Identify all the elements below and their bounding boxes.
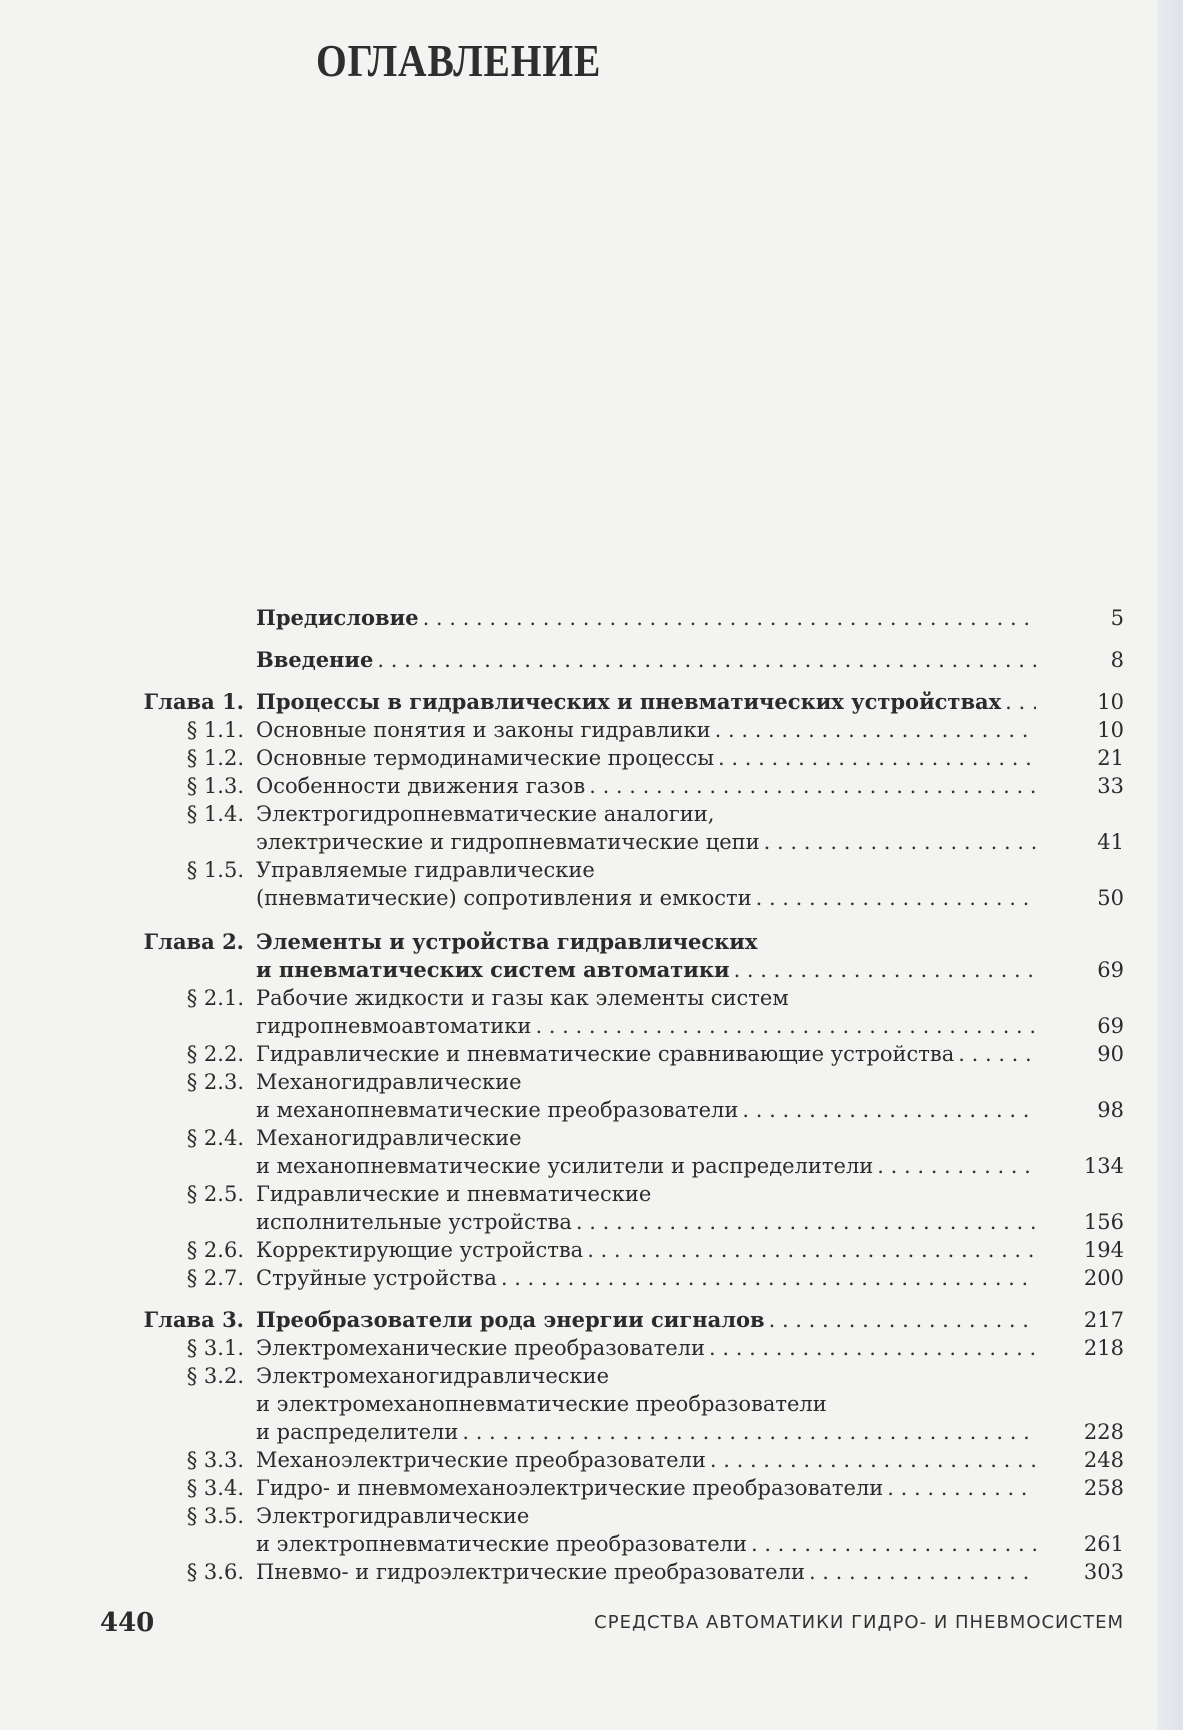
dot-leader [958, 1040, 1036, 1068]
toc-entry-label: Глава 1. [143, 689, 244, 714]
footer-running-title: СРЕДСТВА АВТОМАТИКИ ГИДРО- И ПНЕВМОСИСТЕМ [594, 1612, 1124, 1633]
toc-entry-page: 248 [1083, 1448, 1124, 1472]
dot-leader [751, 1530, 1036, 1558]
toc-entry-title: Электромеханогидравлические [256, 1364, 610, 1388]
toc-entry-title: электрические и гидропневматические цепи [256, 830, 760, 854]
toc-entry-label: § 2.5. [186, 1182, 244, 1206]
toc-entry-label: § 1.4. [186, 802, 244, 826]
toc-entry-page: 21 [1097, 746, 1124, 770]
toc-entry-title: Корректирующие устройства [256, 1238, 584, 1262]
toc-entry-title: Элементы и устройства гидравлических [256, 929, 758, 954]
dot-leader [709, 1334, 1036, 1362]
dot-leader [809, 1558, 1036, 1586]
toc-entry-label: § 1.3. [186, 774, 244, 798]
toc-entry-title: Рабочие жидкости и газы как элементы систем [256, 986, 789, 1010]
toc-entry [0, 1264, 1160, 1292]
footer-page-number: 440 [100, 1608, 155, 1638]
toc-entry-title: Преобразователи рода энергии сигналов [256, 1307, 765, 1332]
toc-entry [0, 1502, 1160, 1530]
toc-entry-label: § 1.2. [186, 746, 244, 770]
toc-entry [0, 928, 1160, 956]
toc-entry [0, 1180, 1160, 1208]
toc-entry-title: (пневматические) сопротивления и емкости [256, 886, 752, 910]
toc-entry-page: 50 [1097, 886, 1124, 910]
toc-entry-label: § 3.1. [186, 1336, 244, 1360]
dot-leader [718, 744, 1036, 772]
toc-entry-page: 200 [1083, 1266, 1124, 1290]
toc-entry-title: Предисловие [256, 605, 419, 630]
toc-entry-page: 10 [1097, 718, 1124, 742]
toc-entry [0, 1558, 1160, 1586]
toc-entry-title: Особенности движения газов [256, 774, 586, 798]
toc-entry-page: 41 [1097, 830, 1124, 854]
dot-leader [462, 1418, 1036, 1446]
toc-entry-page: 217 [1083, 1308, 1124, 1332]
toc-entry [0, 1446, 1160, 1474]
toc-entry [0, 828, 1160, 856]
dot-leader [734, 956, 1036, 984]
dot-leader [764, 828, 1036, 856]
toc-entry-title: Электрогидравлические [256, 1504, 530, 1528]
toc-entry [0, 1012, 1160, 1040]
toc-entry-page: 303 [1083, 1560, 1124, 1584]
toc-entry [0, 1418, 1160, 1446]
toc-entry [0, 984, 1160, 1012]
toc-entry-title: Управляемые гидравлические [256, 858, 595, 882]
toc-entry-title: Электромеханические преобразователи [256, 1336, 706, 1360]
dot-leader [423, 604, 1036, 632]
toc-entry-title: Пневмо- и гидроэлектрические преобразователи [256, 1560, 805, 1584]
toc-entry-page: 228 [1083, 1420, 1124, 1444]
toc-entry-label: § 2.1. [186, 986, 244, 1010]
toc-entry-title: и механопневматические преобразователи [256, 1098, 739, 1122]
toc-entry [0, 956, 1160, 984]
toc-entry [0, 1530, 1160, 1558]
toc-entry-page: 90 [1097, 1042, 1124, 1066]
toc-entry-title: и механопневматические усилители и распределители [256, 1154, 874, 1178]
toc-entry-page: 218 [1083, 1336, 1124, 1360]
toc-entry-page: 8 [1110, 648, 1124, 672]
toc-entry-page: 156 [1083, 1210, 1124, 1234]
toc-entry-title: Процессы в гидравлических и пневматических устройствах [256, 689, 1002, 714]
dot-leader [377, 646, 1036, 674]
toc-entry [0, 1208, 1160, 1236]
toc-entry [0, 1362, 1160, 1390]
toc-entry [0, 1124, 1160, 1152]
dot-leader [1005, 688, 1036, 716]
toc-entry-title: гидропневмоавтоматики [256, 1014, 532, 1038]
dot-leader [710, 1446, 1036, 1474]
toc-entry-title: Механоэлектрические преобразователи [256, 1448, 706, 1472]
dot-leader [535, 1012, 1036, 1040]
dot-leader [715, 716, 1036, 744]
toc-entry-label: Глава 3. [143, 1307, 244, 1332]
toc-entry-title: и электромеханопневматические преобразователи [256, 1392, 827, 1416]
dot-leader [769, 1306, 1036, 1334]
toc-entry [0, 1068, 1160, 1096]
toc-entry-title: Гидро- и пневмомеханоэлектрические преобразователи [256, 1476, 884, 1500]
toc-entry-page: 261 [1083, 1532, 1124, 1556]
toc-entry [0, 688, 1160, 716]
toc-entry-page: 194 [1083, 1238, 1124, 1262]
toc-entry [0, 1334, 1160, 1362]
page-title: ОГЛАВЛЕНИЕ [316, 35, 602, 86]
toc-entry [0, 772, 1160, 800]
dot-leader [742, 1096, 1036, 1124]
page-edge [1157, 0, 1183, 1730]
toc-entry-label: § 1.5. [186, 858, 244, 882]
toc-entry-title: исполнительные устройства [256, 1210, 572, 1234]
toc-entry [0, 604, 1160, 632]
toc-entry-label: § 2.2. [186, 1042, 244, 1066]
toc-entry [0, 1390, 1160, 1418]
toc-entry-title: Механогидравлические [256, 1070, 522, 1094]
toc-entry [0, 800, 1160, 828]
toc-entry [0, 1096, 1160, 1124]
dot-leader [756, 884, 1036, 912]
toc-entry-page: 33 [1097, 774, 1124, 798]
toc-entry-label: § 3.4. [186, 1476, 244, 1500]
toc-entry [0, 1152, 1160, 1180]
toc-entry-title: и пневматических систем автоматики [256, 957, 730, 982]
toc-entry-page: 69 [1097, 958, 1124, 982]
toc-entry-title: Гидравлические и пневматические сравнивающие устройства [256, 1042, 955, 1066]
toc-entry-title: Введение [256, 647, 374, 672]
toc-entry [0, 716, 1160, 744]
toc-entry-title: Струйные устройства [256, 1266, 497, 1290]
toc-entry-title: Основные термодинамические процессы [256, 746, 715, 770]
toc-entry-label: § 2.6. [186, 1238, 244, 1262]
toc-entry-label: § 3.5. [186, 1504, 244, 1528]
toc-entry [0, 744, 1160, 772]
toc-entry-page: 10 [1097, 690, 1124, 714]
dot-leader [501, 1264, 1036, 1292]
toc-entry-title: Гидравлические и пневматические [256, 1182, 652, 1206]
dot-leader [877, 1152, 1036, 1180]
toc-entry-label: Глава 2. [143, 929, 244, 954]
toc-entry-page: 5 [1110, 606, 1124, 630]
toc-entry-page: 134 [1083, 1154, 1124, 1178]
toc-entry-label: § 1.1. [186, 718, 244, 742]
toc-entry-title: Электрогидропневматические аналогии, [256, 802, 715, 826]
toc-entry [0, 1236, 1160, 1264]
toc-entry-title: Основные понятия и законы гидравлики [256, 718, 711, 742]
toc-entry-label: § 3.2. [186, 1364, 244, 1388]
dot-leader [587, 1236, 1036, 1264]
toc-entry-page: 98 [1097, 1098, 1124, 1122]
toc-entry-title: и распределители [256, 1420, 459, 1444]
toc-entry-label: § 2.7. [186, 1266, 244, 1290]
toc-entry [0, 646, 1160, 674]
toc-entry [0, 856, 1160, 884]
toc-entry-title: и электропневматические преобразователи [256, 1532, 747, 1556]
toc-entry-label: § 3.6. [186, 1560, 244, 1584]
toc-entry-label: § 3.3. [186, 1448, 244, 1472]
toc-entry [0, 1306, 1160, 1334]
toc-entry-label: § 2.4. [186, 1126, 244, 1150]
toc-entry-title: Механогидравлические [256, 1126, 522, 1150]
dot-leader [576, 1208, 1036, 1236]
toc-entry-page: 69 [1097, 1014, 1124, 1038]
toc-entry-label: § 2.3. [186, 1070, 244, 1094]
toc-entry [0, 1040, 1160, 1068]
dot-leader [887, 1474, 1036, 1502]
toc-entry [0, 1474, 1160, 1502]
toc-entry-page: 258 [1083, 1476, 1124, 1500]
dot-leader [589, 772, 1036, 800]
toc-entry [0, 884, 1160, 912]
